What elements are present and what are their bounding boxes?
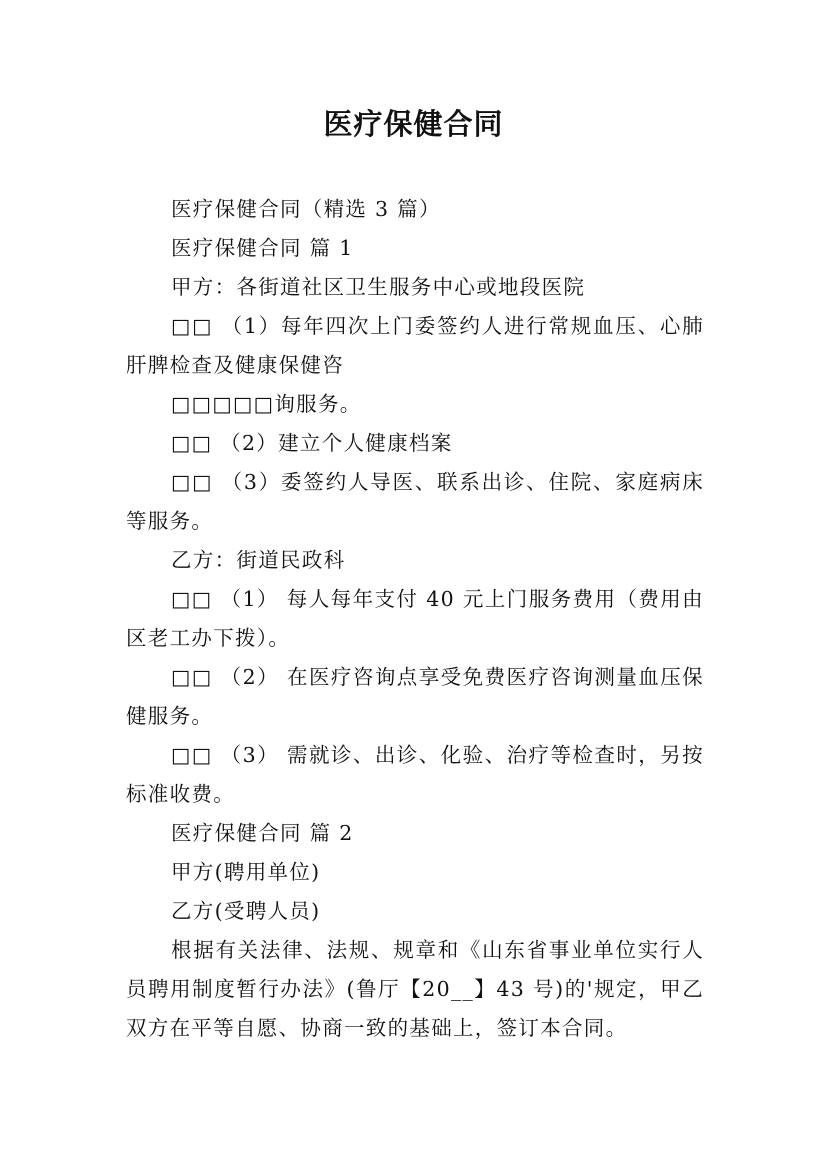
- contract-basis-paragraph: 根据有关法律、法规、规章和《山东省事业单位实行人员聘用制度暂行办法》(鲁厅【20__】43 号)的'规定，甲乙双方在平等自愿、协商一致的基础上，签订本合同。: [126, 938, 704, 1040]
- paragraph-intro: 医疗保健合同（精选 3 篇）: [171, 197, 441, 221]
- party-a-heading: 甲方：各街道社区卫生服务中心或地段医院: [171, 275, 586, 299]
- party-a-item-2: □□ （2）建立个人健康档案: [171, 431, 453, 455]
- party-b-item-3: □□ （3） 需就诊、出诊、化验、治疗等检查时，另按标准收费。: [126, 743, 704, 806]
- employee-label: 乙方(受聘人员): [171, 899, 321, 923]
- section-heading-2: 医疗保健合同 篇 2: [171, 821, 354, 845]
- party-b-item-1: □□ （1） 每人每年支付 40 元上门服务费用（费用由区老工办下拨）。: [126, 587, 704, 650]
- party-a-item-3: □□ （3）委签约人导医、联系出诊、住院、家庭病床等服务。: [126, 470, 704, 533]
- party-a-item-1-cont: □□□□□询服务。: [171, 392, 362, 416]
- document-title: 医疗保健合同: [323, 107, 504, 141]
- party-b-item-2: □□ （2） 在医疗咨询点享受免费医疗咨询测量血压保健服务。: [126, 665, 704, 728]
- party-a-item-1: □□ （1）每年四次上门委签约人进行常规血压、心肺肝脾检查及健康保健咨: [126, 314, 704, 377]
- section-heading-1: 医疗保健合同 篇 1: [171, 236, 354, 260]
- party-b-heading: 乙方：街道民政科: [171, 548, 346, 572]
- document-body: [126, 190, 704, 1048]
- employer-label: 甲方(聘用单位): [171, 860, 321, 884]
